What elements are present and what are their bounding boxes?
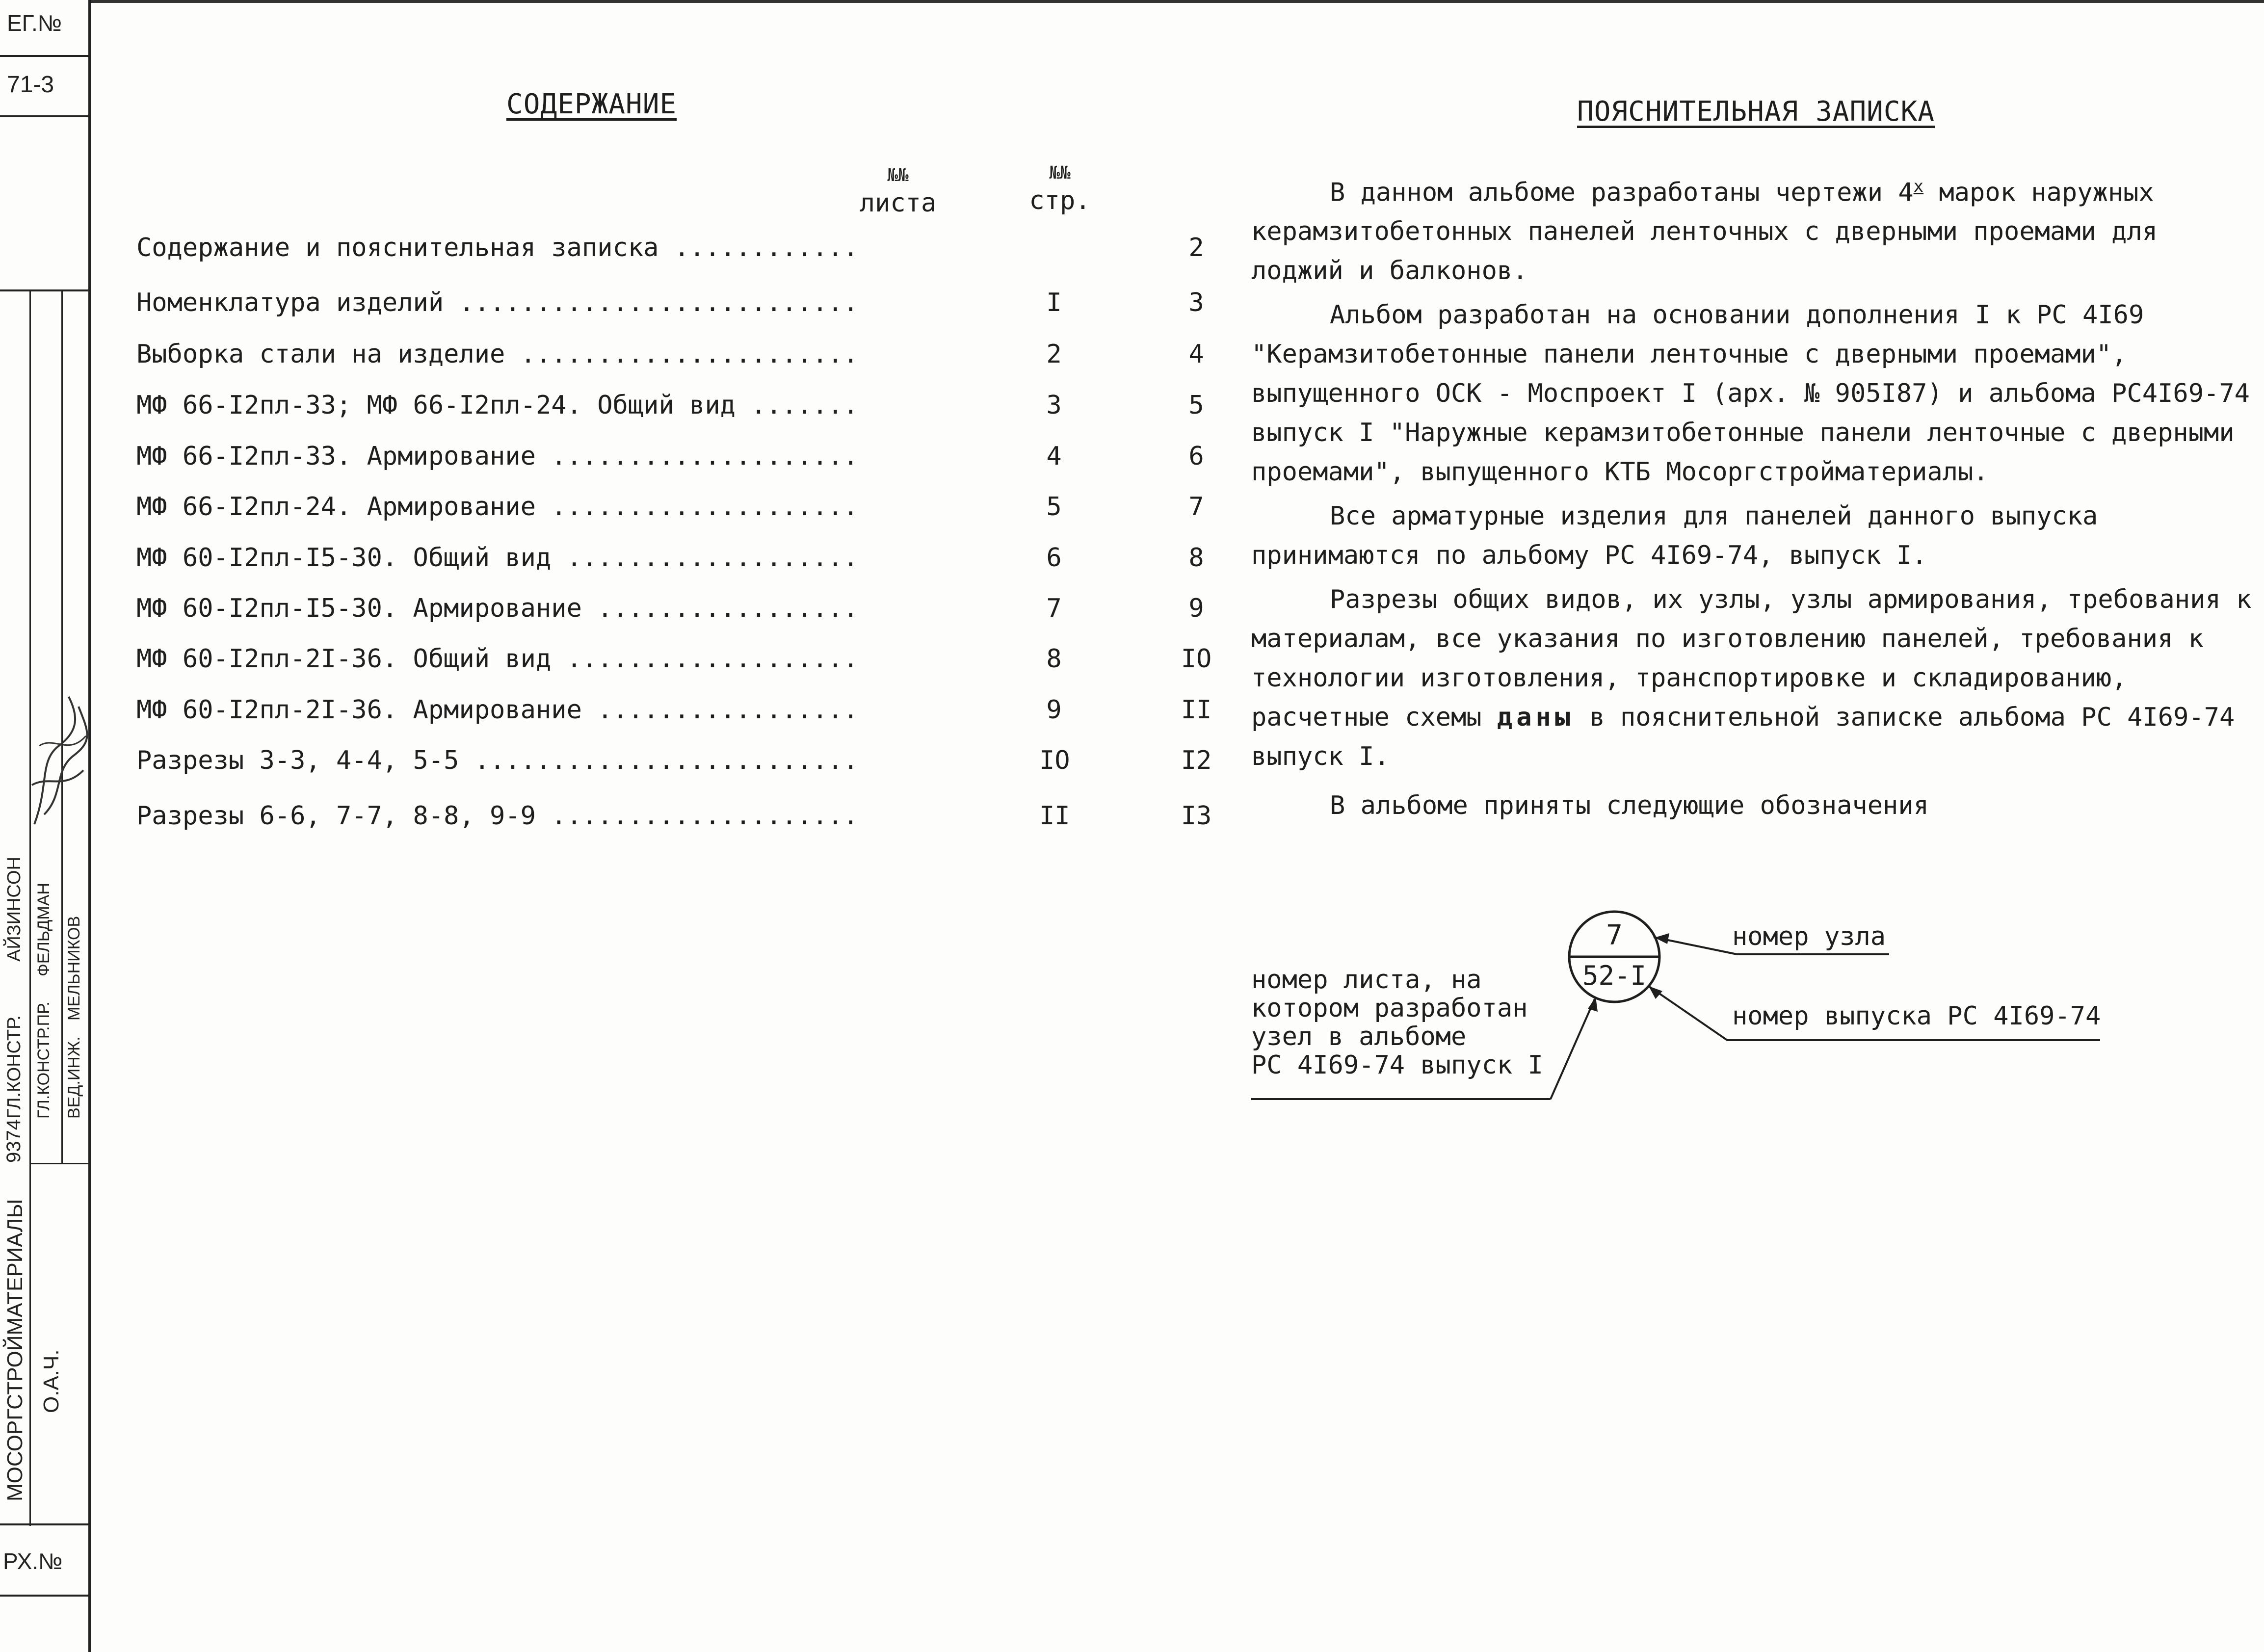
paragraph-1-text-a: В данном альбоме разработаны чертежи 4 (1330, 178, 1914, 208)
role-lead-engineer: ВЕД.ИНЖ. (65, 1036, 83, 1119)
sheet-number-mark: №№ (887, 165, 909, 185)
label-sheet-line-2: котором разработан (1251, 994, 1528, 1023)
row-sheet: IO (1039, 746, 1070, 775)
row-page: 8 (1188, 543, 1204, 573)
label-sheet-line-1: номер листа, на (1251, 965, 1482, 995)
page-number-header (1021, 159, 1099, 214)
superscript-x: х (1913, 177, 1924, 196)
row-page: II (1181, 695, 1212, 725)
row-page: IO (1181, 644, 1212, 674)
signature-marks (29, 687, 91, 834)
registry-value: 71-3 (7, 72, 54, 98)
paragraph-4-text-c: в пояснительной записке альбома РС 4I69-74 выпуск I. (1251, 703, 2235, 772)
row-sheet: 6 (1046, 543, 1062, 573)
registry-label: ЕГ.№ (7, 10, 62, 36)
note-title: ПОЯСНИТЕЛЬНАЯ ЗАПИСКА (1577, 96, 1935, 128)
row-page: 4 (1188, 340, 1204, 369)
paragraph-4-text-a: Разрезы общих видов, их узлы, узлы армирования, требования к материалам, все указания по изготовлению панелей, требования к технологии изготовления, транспортировке и складированию, расчетные схемы (1251, 585, 2252, 733)
row-page: 6 (1188, 442, 1204, 471)
row-sheet: 2 (1046, 340, 1062, 369)
label-issue-number: номер выпуска РС 4I69-74 (1732, 1001, 2101, 1031)
name-aizinson: АЙЗИНСОН (4, 857, 25, 962)
row-sheet: 3 (1046, 391, 1062, 420)
label-sheet-line-3: узел в альбоме (1251, 1022, 1467, 1051)
archive-label: РХ.№ (3, 1548, 63, 1574)
row-title: МФ 60-I2пл-I5-30. Армирование ................. (136, 594, 859, 623)
label-node-number: номер узла (1732, 922, 1886, 951)
label-sheet-line-4: РС 4I69-74 выпуск I (1251, 1050, 1543, 1080)
name-feldman: ФЕЛЬДМАН (34, 883, 53, 976)
row-sheet: II (1039, 801, 1070, 831)
row-page: 5 (1188, 391, 1204, 420)
row-title: Содержание и пояснительная записка ............ (136, 233, 859, 262)
title-block-strip (0, 0, 93, 1652)
row-title: МФ 66-I2пл-33; МФ 66-I2пл-24. Общий вид ....... (136, 391, 859, 420)
row-title: МФ 66-I2пл-33. Армирование .................... (136, 442, 859, 471)
contents-row (136, 644, 1212, 674)
role-chief-designer: ГЛ.КОНСТР. (4, 1015, 25, 1119)
sheet-number-header (854, 162, 942, 217)
paragraph-3: Все арматурные изделия для панелей данного выпуска принимаются по альбому РС 4I69-74, выпуск I. (1251, 501, 2098, 571)
row-sheet: I (1046, 288, 1062, 317)
name-melnikov: МЕЛЬНИКОВ (65, 916, 83, 1021)
paragraph-2: Альбом разработан на основании дополнения I к РС 4I69 "Керамзитобетонные панели ленточные с дверными проемами", выпущенного ОСК - Моспроект I (арх. № 905I87) и альбома РС4I69-74 выпуск I "Наружные керамзитобетонные панели ленточные с дверными проемами", выпущенного КТБ Мосоргстройматериалы. (1251, 300, 2250, 487)
sheet-label: листа (859, 188, 937, 218)
contents-row (136, 801, 1212, 831)
row-title: МФ 60-I2пл-2I-36. Общий вид ................... (136, 644, 859, 674)
contents-row (136, 543, 1204, 573)
page-number-mark: №№ (1049, 163, 1071, 183)
row-page: 2 (1188, 233, 1204, 262)
row-title: Разрезы 3-3, 4-4, 5-5 ......................... (136, 746, 859, 775)
row-title: Номенклатура изделий .......................... (136, 288, 859, 317)
paragraph-4 (1251, 580, 2252, 776)
top-border (91, 0, 2264, 3)
issue-leader (1649, 986, 1727, 1040)
row-page: I2 (1181, 746, 1212, 775)
paragraph-1 (1251, 167, 2252, 290)
row-sheet: 5 (1046, 492, 1062, 522)
node-sheet-ref: 52-I (1582, 960, 1647, 991)
contents-row (136, 594, 1204, 623)
contents-row (136, 391, 1204, 420)
paragraph-5: В альбоме приняты следующие обозначения (1330, 791, 1929, 821)
contents-row (136, 340, 1204, 369)
row-page: 9 (1188, 594, 1204, 623)
contents-row (136, 746, 1212, 775)
row-sheet: 4 (1046, 442, 1062, 471)
contents-row (136, 695, 1212, 725)
row-sheet: 7 (1046, 594, 1062, 623)
row-sheet: 9 (1046, 695, 1062, 725)
department: О.А.Ч. (39, 1349, 63, 1413)
contents-row (136, 492, 1204, 522)
row-title: МФ 60-I2пл-2I-36. Армирование ................. (136, 695, 859, 725)
row-sheet: 8 (1046, 644, 1062, 674)
contents-title: СОДЕРЖАНИЕ (506, 88, 677, 120)
contents-row (136, 288, 1204, 317)
row-title: Разрезы 6-6, 7-7, 8-8, 9-9 .................... (136, 801, 859, 831)
row-title: МФ 60-I2пл-I5-30. Общий вид ................... (136, 543, 859, 573)
row-page: 3 (1188, 288, 1204, 317)
row-title: Выборка стали на изделие ...................... (136, 340, 859, 369)
role-chief-designer-project: ГЛ.КОНСТР.ПР. (34, 1001, 53, 1119)
note-body (1251, 167, 2252, 825)
sheet-leader (1551, 999, 1595, 1099)
contents-row (136, 442, 1204, 471)
row-title: МФ 66-I2пл-24. Армирование .................... (136, 492, 859, 522)
stamp-code: 9374 (3, 1119, 25, 1163)
organization-name: МОСОРГСТРОЙМАТЕРИАЛЫ (3, 1199, 27, 1501)
row-page: I3 (1181, 801, 1212, 831)
page-label: стр. (1029, 186, 1091, 215)
paragraph-4-emphasis: даны (1497, 703, 1575, 733)
contents-row (136, 233, 1204, 262)
row-page: 7 (1188, 492, 1204, 522)
paragraph-1-text-b: марок наружных керамзитобетонных панелей ленточных с дверными проемами для лоджий и балконов. (1251, 178, 2158, 286)
node-number: 7 (1606, 919, 1623, 951)
